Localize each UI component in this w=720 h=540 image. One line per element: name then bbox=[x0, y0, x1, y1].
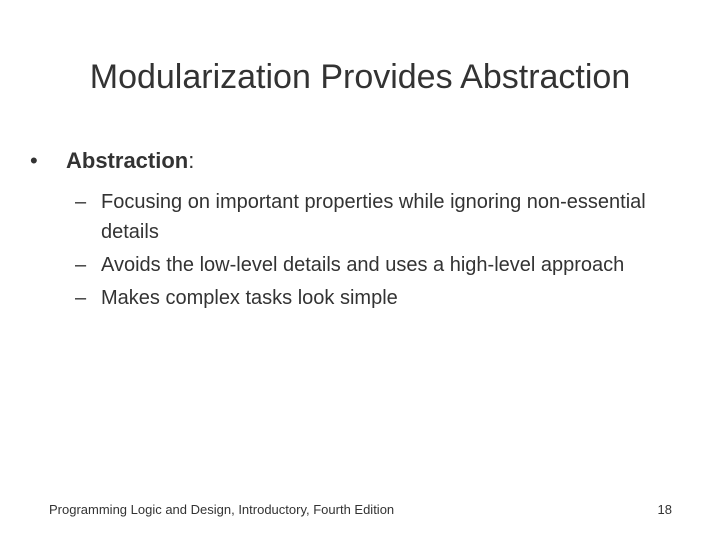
bullet-heading: Abstraction bbox=[66, 148, 189, 173]
footer-source: Programming Logic and Design, Introductory, Fourth Edition bbox=[49, 502, 395, 517]
sub-bullet-text: Focusing on important properties while ignoring non-essential details bbox=[101, 191, 646, 243]
sub-bullet-text: Makes complex tasks look simple bbox=[101, 287, 398, 309]
bullet-marker: • bbox=[30, 148, 38, 173]
sub-bullet-item bbox=[73, 187, 673, 247]
sub-bullet-marker: – bbox=[75, 191, 87, 213]
sub-bullet-marker: – bbox=[75, 287, 87, 309]
sub-bullet-text: Avoids the low-level details and uses a high-level approach bbox=[101, 254, 625, 276]
sub-bullet-list bbox=[73, 187, 673, 316]
slide-title: Modularization Provides Abstraction bbox=[89, 58, 631, 96]
bullet-colon: : bbox=[188, 148, 195, 173]
bullet-abstraction bbox=[30, 148, 194, 174]
sub-bullet-item bbox=[73, 283, 673, 313]
page-number: 18 bbox=[657, 502, 672, 517]
sub-bullet-marker: – bbox=[75, 254, 87, 276]
sub-bullet-item bbox=[73, 250, 673, 280]
